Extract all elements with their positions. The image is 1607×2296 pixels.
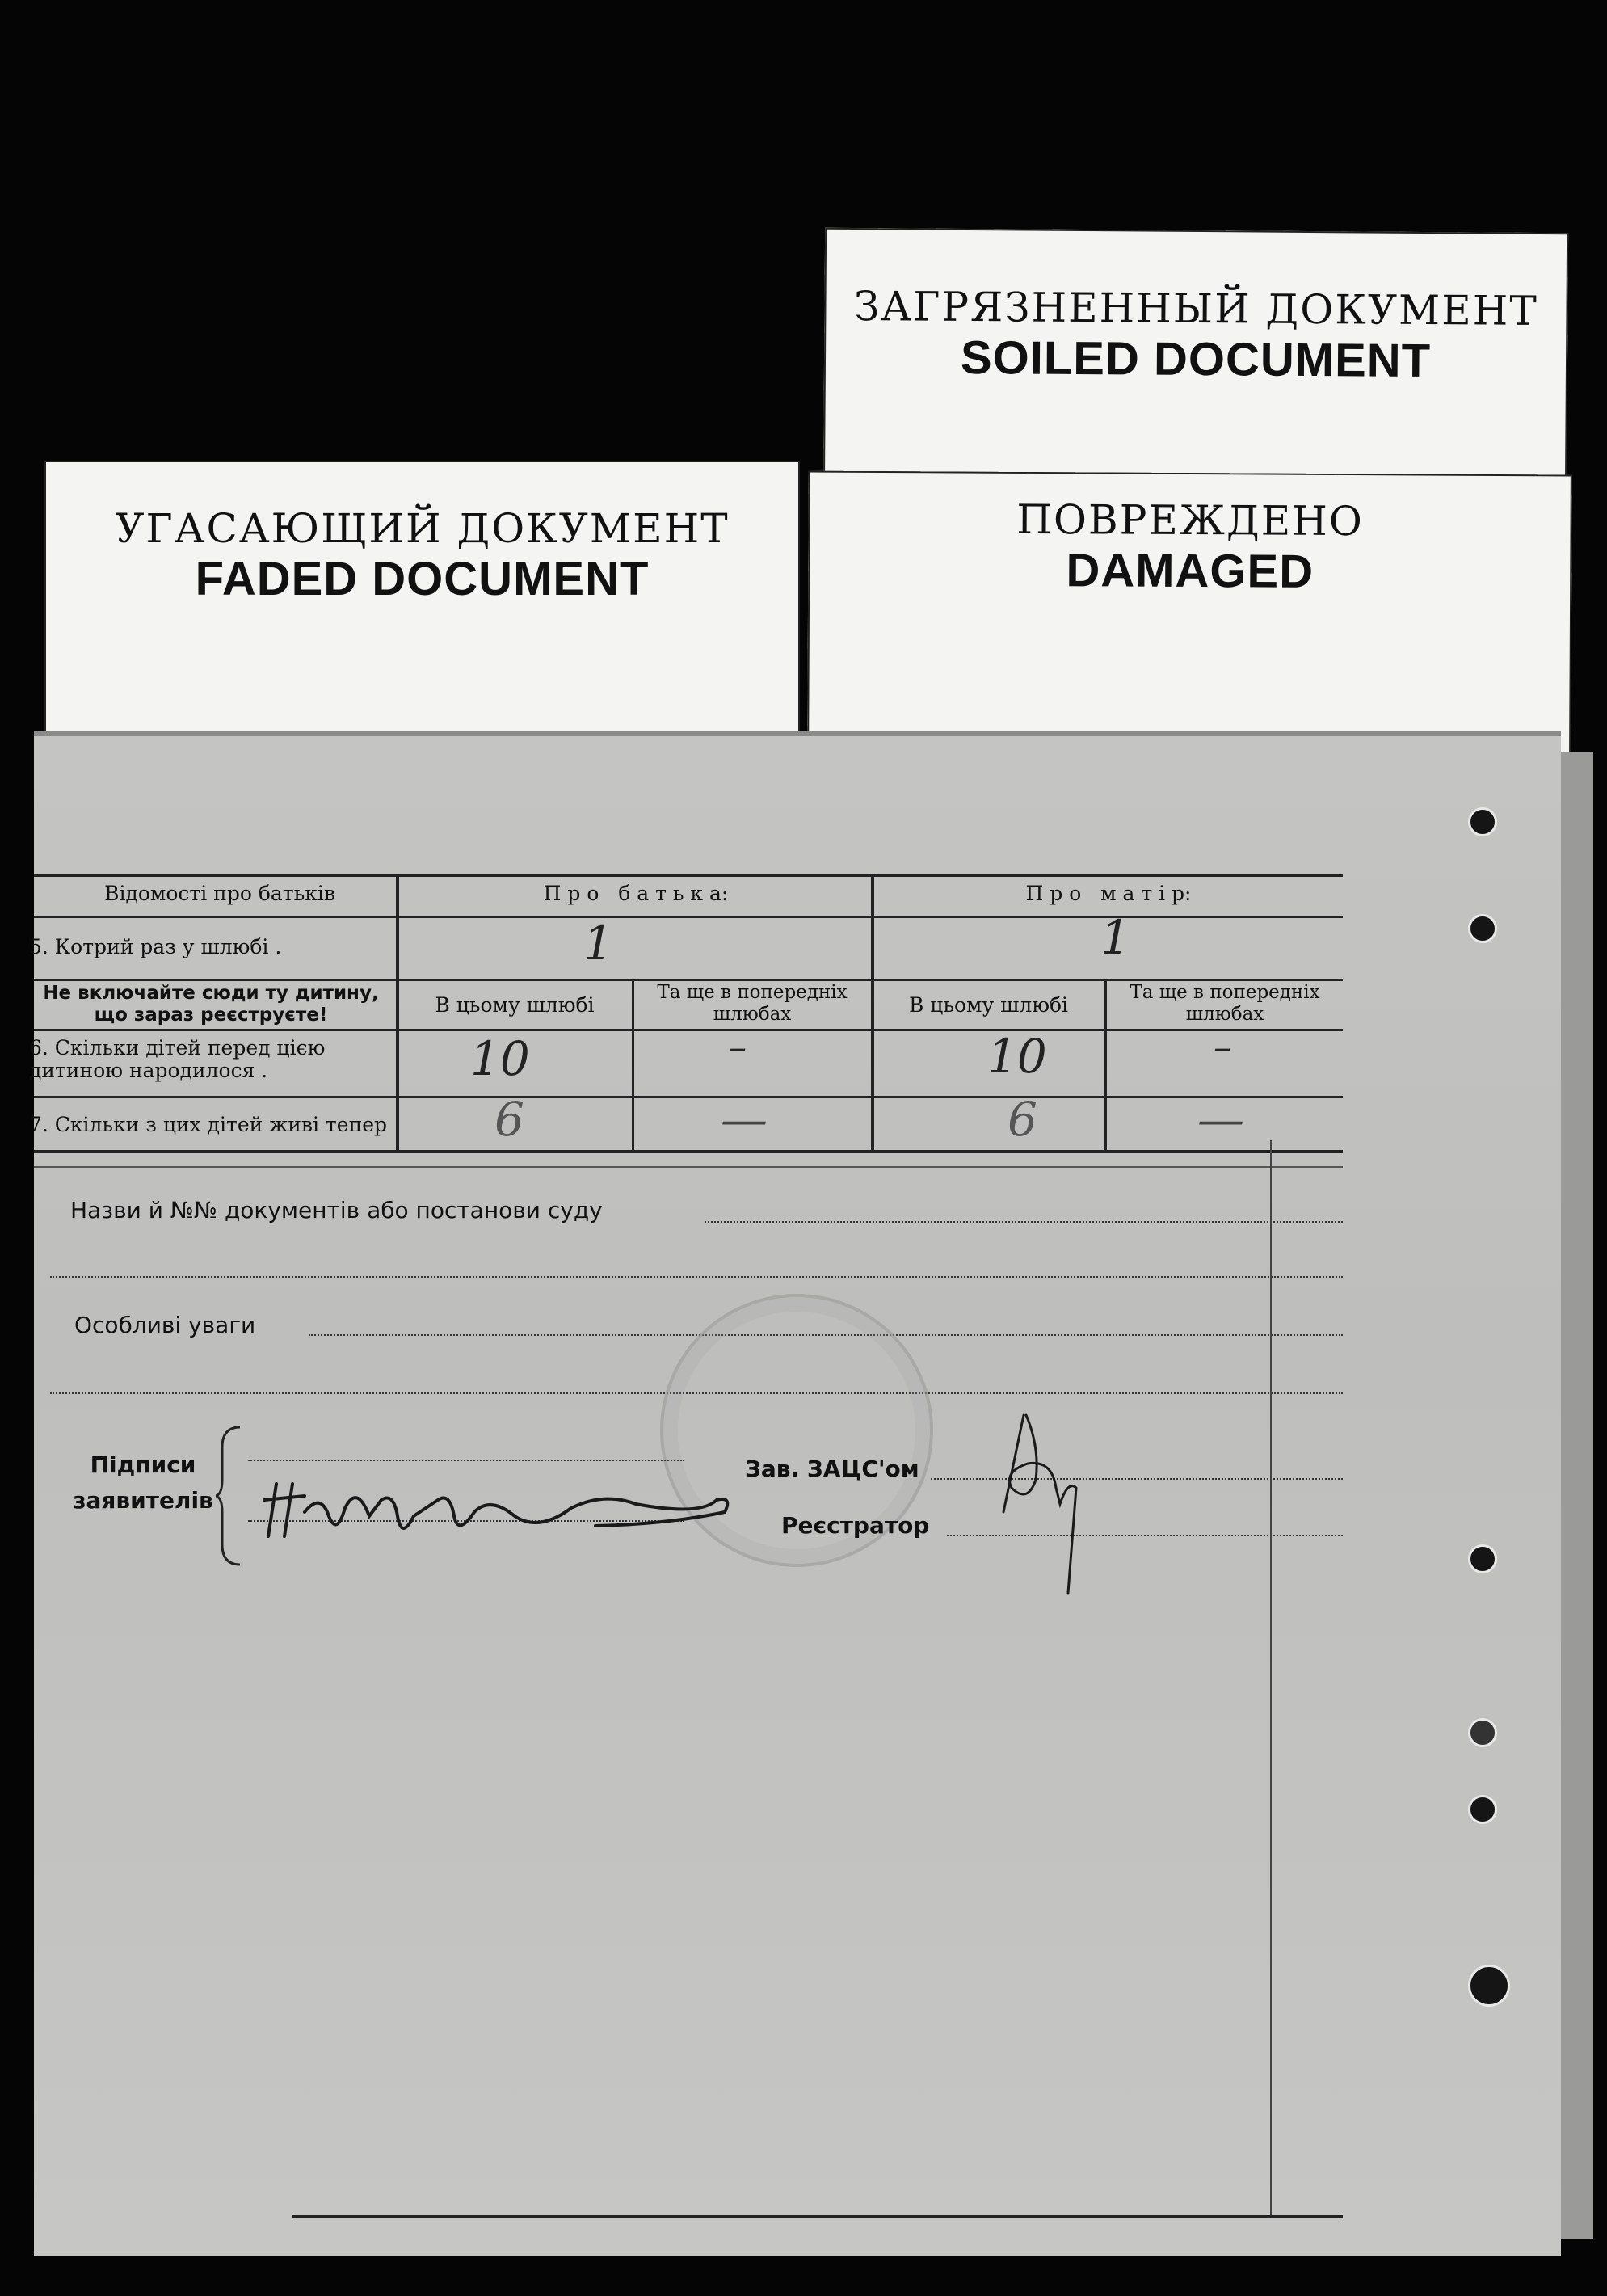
row7-mother-this: 6 [1008, 1092, 1037, 1147]
father-header: П р о б а т ь к а: [543, 882, 729, 905]
father-this-marriage-header: В цьому шлюбі [435, 993, 595, 1017]
faded-ru-label: УГАСАЮЩИЙ ДОКУМЕНТ [115, 505, 730, 552]
row5-rule [34, 979, 1343, 981]
header-rule [34, 916, 1343, 918]
damaged-ru-label: ПОВРЕЖДЕНО [1016, 495, 1364, 546]
registration-form-sheet [29, 731, 1561, 2256]
mother-prev-marriages-header: Та ще в попередніх шлюбах [1130, 982, 1320, 1025]
documents-dotted-line-2 [50, 1276, 1343, 1278]
damaged-document-card [807, 471, 1572, 754]
punch-hole [1468, 1965, 1510, 2007]
signature-line-1 [248, 1460, 684, 1461]
registrar-signature [979, 1399, 1108, 1601]
father-prev-marriages-header: Та ще в попередніх шлюбах [657, 982, 848, 1025]
col-divider-father [632, 979, 634, 1150]
soiled-ru-label: ЗАГРЯЗНЕННЫЙ ДОКУМЕНТ [854, 283, 1538, 335]
row6-father-prev: – [729, 1027, 747, 1068]
punch-hole [1468, 1718, 1497, 1747]
row6-mother-this: 10 [987, 1029, 1047, 1084]
applicant-signature [248, 1468, 741, 1557]
faded-document-card [44, 461, 800, 752]
mother-this-marriage-header: В цьому шлюбі [908, 993, 1069, 1017]
signatures-label: Підписи заявителів [73, 1451, 213, 1514]
punch-hole [1468, 1795, 1497, 1824]
remarks-label: Особливі уваги [74, 1312, 256, 1338]
head-label: Зав. ЗАЦС'ом [745, 1456, 919, 1482]
right-margin-line [1270, 1140, 1272, 2215]
soiled-document-card [823, 228, 1568, 499]
damaged-en-label: DAMAGED [1066, 544, 1315, 598]
table-bottom-rule [34, 1166, 1343, 1168]
col-divider-mother [1104, 979, 1107, 1150]
documents-label: Назви й №№ документів або постанови суду [70, 1197, 603, 1224]
sheet-edge [1561, 752, 1593, 2239]
row6-label: 6. Скільки дітей перед цією дитиною народилося . [29, 1036, 326, 1082]
row7-rule [34, 1150, 1343, 1153]
mother-header: П р о м а т і р: [1025, 882, 1192, 905]
row6-father-this: 10 [470, 1031, 530, 1086]
row5-label: 5. Котрий раз у шлюбі . [29, 935, 282, 958]
documents-dotted-line [705, 1221, 1343, 1223]
punch-hole [1468, 807, 1497, 836]
registrar-label: Реєстратор [781, 1512, 930, 1539]
parents-info-header: Відомості про батьків [104, 882, 335, 905]
signatures-brace [216, 1423, 248, 1569]
table-top-rule [34, 874, 1343, 877]
faded-en-label: FADED DOCUMENT [195, 553, 650, 605]
row7-father-prev: — [721, 1092, 768, 1147]
row6-rule [34, 1096, 1343, 1098]
punch-hole [1468, 914, 1497, 943]
note-label: Не включайте сюди ту дитину, що зараз реєструєте! [43, 983, 379, 1026]
row6-mother-prev: – [1214, 1027, 1231, 1068]
row5-mother-value: 1 [1100, 910, 1130, 965]
note-rule [34, 1029, 1343, 1031]
row5-father-value: 1 [583, 916, 613, 971]
sheet-bottom-rule [292, 2215, 1343, 2218]
row7-mother-prev: — [1197, 1092, 1244, 1147]
row7-label: 7. Скільки з цих дітей живі тепер [29, 1113, 388, 1136]
punch-hole [1468, 1544, 1497, 1573]
soiled-en-label: SOILED DOCUMENT [960, 331, 1432, 388]
row7-father-this: 6 [494, 1092, 524, 1147]
